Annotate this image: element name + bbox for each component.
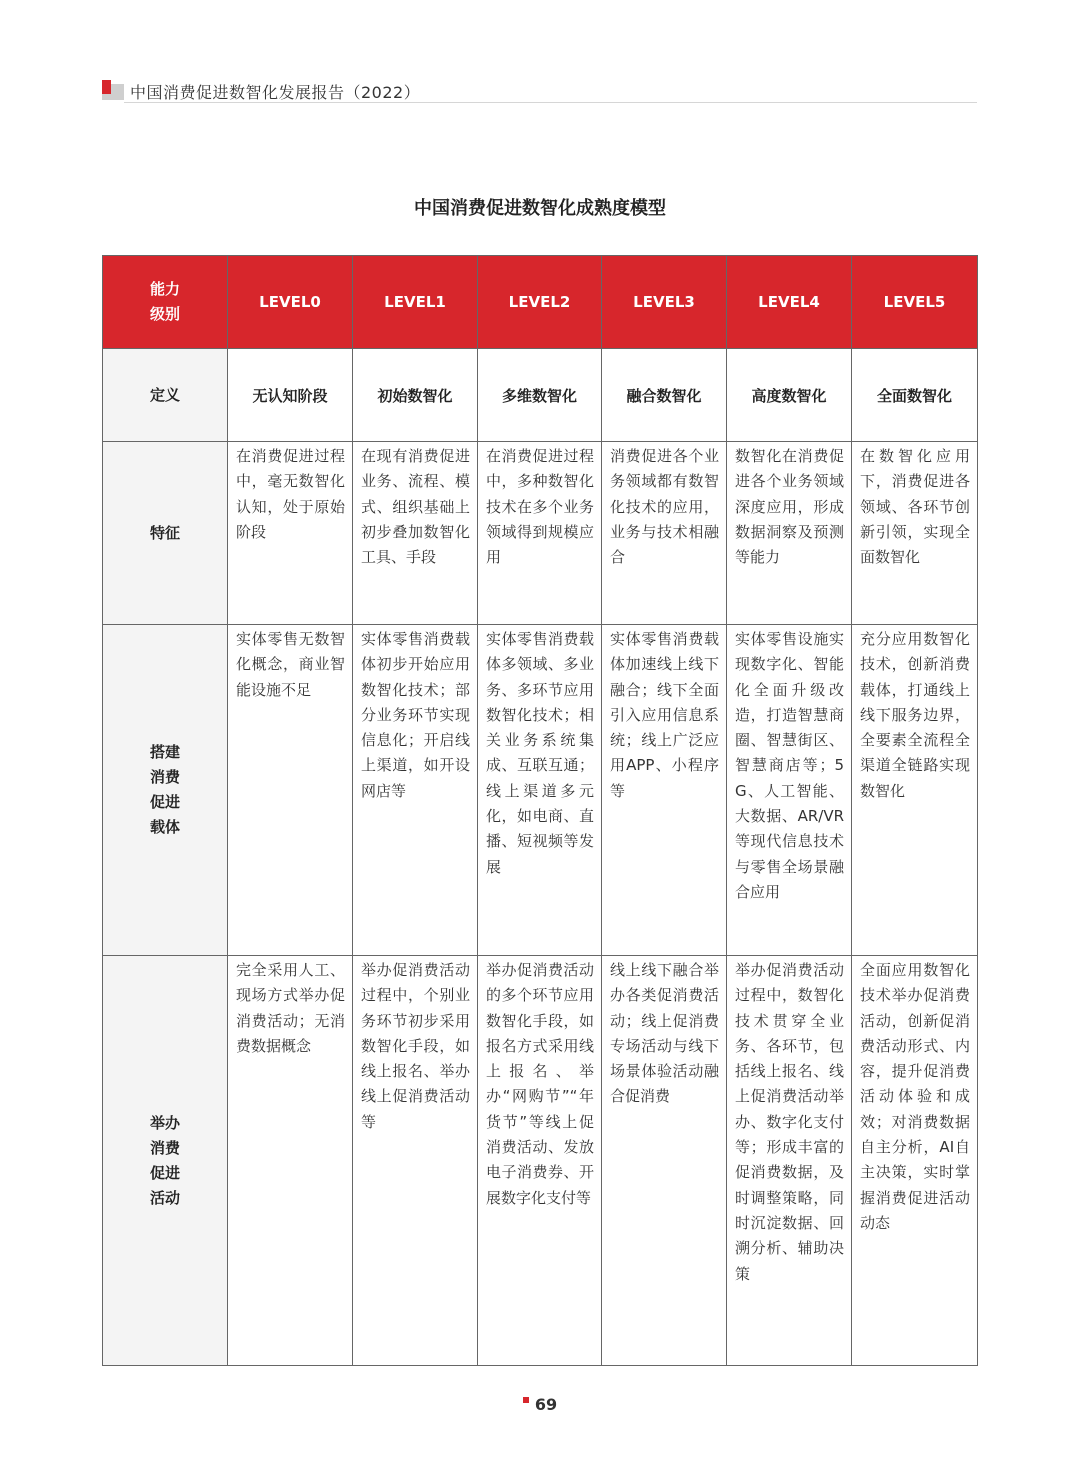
carrier-row xyxy=(103,625,978,956)
level-header: LEVEL4 xyxy=(727,256,852,349)
row-label-line: 促进 xyxy=(149,793,180,811)
carrier-cell: 实体零售消费载体初步开始应用数智化技术；部分业务环节实现信息化；开启线上渠道，如开设网店等 xyxy=(353,625,478,956)
carrier-cell: 实体零售消费载体加速线上线下融合；线下全面引入应用信息系统；线上广泛应用APP、小程序等 xyxy=(602,625,727,956)
activity-cell: 举办促消费活动过程中，个别业务环节初步采用数智化手段，如线上报名、举办线上促消费活动等 xyxy=(353,956,478,1366)
definition-cell: 全面数智化 xyxy=(852,349,978,442)
page-footer xyxy=(0,1395,1080,1414)
definition-row xyxy=(103,349,978,442)
feature-cell: 数智化在消费促进各个业务领域深度应用，形成数据洞察及预测等能力 xyxy=(727,442,852,625)
activity-cell: 全面应用数智化技术举办促消费活动，创新促消费活动形式、内容，提升促消费活动体验和成效；对消费数据自主分析，AI自主决策，实时掌握消费促进活动动态 xyxy=(852,956,978,1366)
row-label-line: 活动 xyxy=(149,1188,180,1207)
row-label-carrier xyxy=(103,625,228,956)
activity-cell: 举办促消费活动的多个环节应用数智化手段，如报名方式采用线上报名、举办“网购节”“年货节”等线上促消费活动、发放电子消费券、开展数字化支付等 xyxy=(478,956,602,1366)
table-title: 中国消费促进数智化成熟度模型 xyxy=(414,198,666,219)
level-header: LEVEL5 xyxy=(852,256,978,349)
feature-cell: 在数智化应用下，消费促进各领域、各环节创新引领，实现全面数智化 xyxy=(852,442,978,625)
definition-cell: 多维数智化 xyxy=(478,349,602,442)
activity-cell: 完全采用人工、现场方式举办促消费活动；无消费数据概念 xyxy=(228,956,353,1366)
feature-cell: 消费促进各个业务领域都有数智化技术的应用，业务与技术相融合 xyxy=(602,442,727,625)
level-header: LEVEL3 xyxy=(602,256,727,349)
row-label-line: 特征 xyxy=(149,523,180,542)
row-label-line: 载体 xyxy=(149,818,180,836)
feature-cell: 在现有消费促进业务、流程、模式、组织基础上初步叠加数智化工具、手段 xyxy=(353,442,478,625)
row-label-feature xyxy=(103,442,228,625)
row-label-line: 定义 xyxy=(149,385,180,404)
row-label-activity xyxy=(103,956,228,1366)
carrier-cell: 实体零售设施实现数字化、智能化全面升级改造，打造智慧商圈、智慧街区、智慧商店等；5G、人工智能、大数据、AR/VR等现代信息技术与零售全场景融合应用 xyxy=(727,625,852,956)
row-label-line: 搭建 xyxy=(149,743,180,761)
feature-cell: 在消费促进过程中，多种数智化技术在多个业务领域得到规模应用 xyxy=(478,442,602,625)
header-decoration-red xyxy=(102,80,111,94)
corner-label-line: 级别 xyxy=(149,305,180,323)
row-label-line: 消费 xyxy=(149,1138,180,1157)
row-label-definition xyxy=(103,349,228,442)
carrier-cell: 实体零售无数智化概念，商业智能设施不足 xyxy=(228,625,353,956)
row-label-line: 消费 xyxy=(149,768,180,786)
corner-header xyxy=(103,256,228,349)
header-divider xyxy=(124,102,977,103)
page-number-marker xyxy=(523,1397,529,1403)
definition-cell: 无认知阶段 xyxy=(228,349,353,442)
level-header: LEVEL1 xyxy=(353,256,478,349)
maturity-model-table xyxy=(102,255,978,1366)
running-header xyxy=(102,78,977,104)
level-header: LEVEL0 xyxy=(228,256,353,349)
definition-cell: 高度数智化 xyxy=(727,349,852,442)
row-label-line: 举办 xyxy=(149,1113,180,1132)
row-label-line: 促进 xyxy=(149,1163,180,1182)
definition-cell: 融合数智化 xyxy=(602,349,727,442)
activity-cell: 举办促消费活动过程中，数智化技术贯穿全业务、各环节，包括线上报名、线上促消费活动举办、数字化支付等；形成丰富的促消费数据，及时调整策略，同时沉淀数据、回溯分析、辅助决策 xyxy=(727,956,852,1366)
feature-row xyxy=(103,442,978,625)
corner-label-line: 能力 xyxy=(149,280,180,298)
report-title: 中国消费促进数智化发展报告（2022） xyxy=(130,83,421,102)
feature-cell: 在消费促进过程中，毫无数智化认知，处于原始阶段 xyxy=(228,442,353,625)
carrier-cell: 充分应用数智化技术，创新消费载体，打通线上线下服务边界，全要素全流程全渠道全链路实现数智化 xyxy=(852,625,978,956)
activity-cell: 线上线下融合举办各类促消费活动；线上促消费专场活动与线下场景体验活动融合促消费 xyxy=(602,956,727,1366)
definition-cell: 初始数智化 xyxy=(353,349,478,442)
carrier-cell: 实体零售消费载体多领域、多业务、多环节应用数智化技术；相关业务系统集成、互联互通；线上渠道多元化，如电商、直播、短视频等发展 xyxy=(478,625,602,956)
level-header: LEVEL2 xyxy=(478,256,602,349)
header-row xyxy=(103,256,978,349)
page-number: 69 xyxy=(534,1395,558,1414)
activity-row xyxy=(103,956,978,1366)
